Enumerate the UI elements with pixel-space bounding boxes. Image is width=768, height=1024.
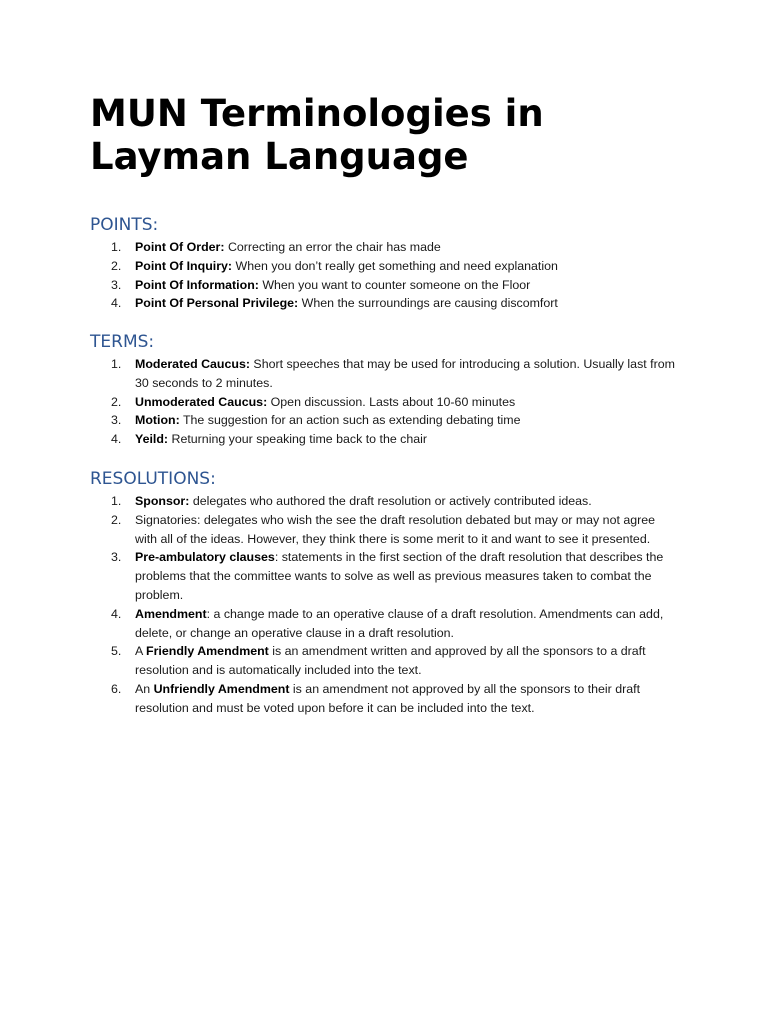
list-item-number: 5. bbox=[111, 644, 122, 659]
section-heading-resolutions: RESOLUTIONS: bbox=[90, 469, 216, 489]
list-item-term: Unfriendly Amendment bbox=[153, 681, 290, 696]
list-item-term: Sponsor: bbox=[135, 494, 190, 508]
list-item-term: Motion: bbox=[135, 413, 180, 428]
list-item-number: 3. bbox=[111, 277, 122, 292]
list-item-term: Point Of Order: bbox=[135, 240, 225, 254]
list-item-term: Point Of Personal Privilege: bbox=[135, 296, 299, 311]
list-item-prefix: A bbox=[135, 644, 147, 659]
list-item-text: The suggestion for an action such as extending debating time bbox=[179, 413, 521, 428]
section-terms bbox=[90, 331, 680, 449]
list-item bbox=[90, 355, 680, 393]
resolutions-list bbox=[90, 492, 680, 718]
list-item-prefix: Signatories: delegates who wish the see the draft resolution debated but may or may not agree with all of the ideas. However, they think there is some merit to it and want to see it presented. bbox=[135, 512, 656, 546]
list-item bbox=[90, 642, 680, 680]
list-item-number: 2. bbox=[111, 258, 122, 273]
list-item bbox=[90, 492, 680, 511]
list-item-term: Point Of Inquiry: bbox=[135, 258, 233, 273]
list-item-prefix: An bbox=[135, 681, 154, 696]
list-item-text: is an amendment written and approved by all the sponsors to a draft resolution and is automatically included into the text. bbox=[135, 644, 646, 678]
list-item-number: 3. bbox=[111, 550, 122, 565]
list-item-term: Friendly Amendment bbox=[146, 644, 269, 659]
list-item-number: 2. bbox=[111, 394, 122, 409]
list-item-term: Pre-ambulatory clauses bbox=[135, 550, 275, 565]
terms-list bbox=[90, 355, 680, 449]
list-item bbox=[90, 294, 680, 313]
list-item bbox=[90, 548, 680, 604]
list-item-term: Yeild: bbox=[135, 432, 169, 447]
section-heading-terms: TERMS: bbox=[90, 332, 155, 352]
list-item bbox=[90, 511, 680, 549]
list-item-number: 4. bbox=[111, 432, 122, 447]
list-item-term: Amendment bbox=[135, 606, 207, 621]
list-item-text: When the surroundings are causing discomfort bbox=[298, 296, 558, 311]
list-item-term: Moderated Caucus: bbox=[135, 357, 250, 371]
document-title: MUN Terminologies in Layman Language bbox=[90, 92, 544, 178]
list-item-number: 2. bbox=[111, 512, 122, 527]
list-item-text: Short speeches that may be used for introducing a solution. Usually last from 30 seconds to 2 minutes. bbox=[135, 357, 675, 390]
list-item-number: 4. bbox=[111, 606, 122, 621]
list-item-text: Open discussion. Lasts about 10-60 minutes bbox=[267, 394, 516, 409]
list-item-text: is an amendment not approved by all the sponsors to their draft resolution and must be voted upon before it can be included into the text. bbox=[135, 681, 641, 715]
list-item bbox=[90, 238, 680, 257]
list-item-text: Returning your speaking time back to the chair bbox=[168, 432, 428, 447]
list-item bbox=[90, 393, 680, 412]
list-item bbox=[90, 411, 680, 430]
list-item-text: : statements in the first section of the draft resolution that describes the problems that the committee wants to solve as well as previous measures taken to combat the problem. bbox=[135, 550, 664, 602]
list-item-text: When you don’t really get something and need explanation bbox=[232, 258, 558, 273]
list-item bbox=[90, 605, 680, 643]
list-item-text: : a change made to an operative clause of a draft resolution. Amendments can add, delete, or change an operative clause in a draft resolution. bbox=[135, 606, 664, 640]
list-item-number: 1. bbox=[111, 494, 122, 508]
list-item-text: Correcting an error the chair has made bbox=[224, 240, 441, 254]
list-item-term: Unmoderated Caucus: bbox=[135, 394, 268, 409]
list-item-number: 4. bbox=[111, 296, 122, 311]
list-item-number: 6. bbox=[111, 681, 122, 696]
section-points bbox=[90, 214, 680, 313]
list-item-number: 3. bbox=[111, 413, 122, 428]
list-item bbox=[90, 680, 680, 718]
list-item bbox=[90, 257, 680, 276]
list-item-number: 1. bbox=[111, 240, 122, 254]
points-list bbox=[90, 238, 680, 313]
list-item bbox=[90, 430, 680, 449]
list-item-text: delegates who authored the draft resolution or actively contributed ideas. bbox=[189, 494, 592, 508]
list-item-term: Point Of Information: bbox=[135, 277, 259, 292]
list-item-number: 1. bbox=[111, 357, 122, 371]
section-heading-points: POINTS: bbox=[90, 215, 159, 235]
list-item bbox=[90, 276, 680, 295]
section-resolutions bbox=[90, 468, 680, 718]
list-item-text: When you want to counter someone on the Floor bbox=[258, 277, 531, 292]
